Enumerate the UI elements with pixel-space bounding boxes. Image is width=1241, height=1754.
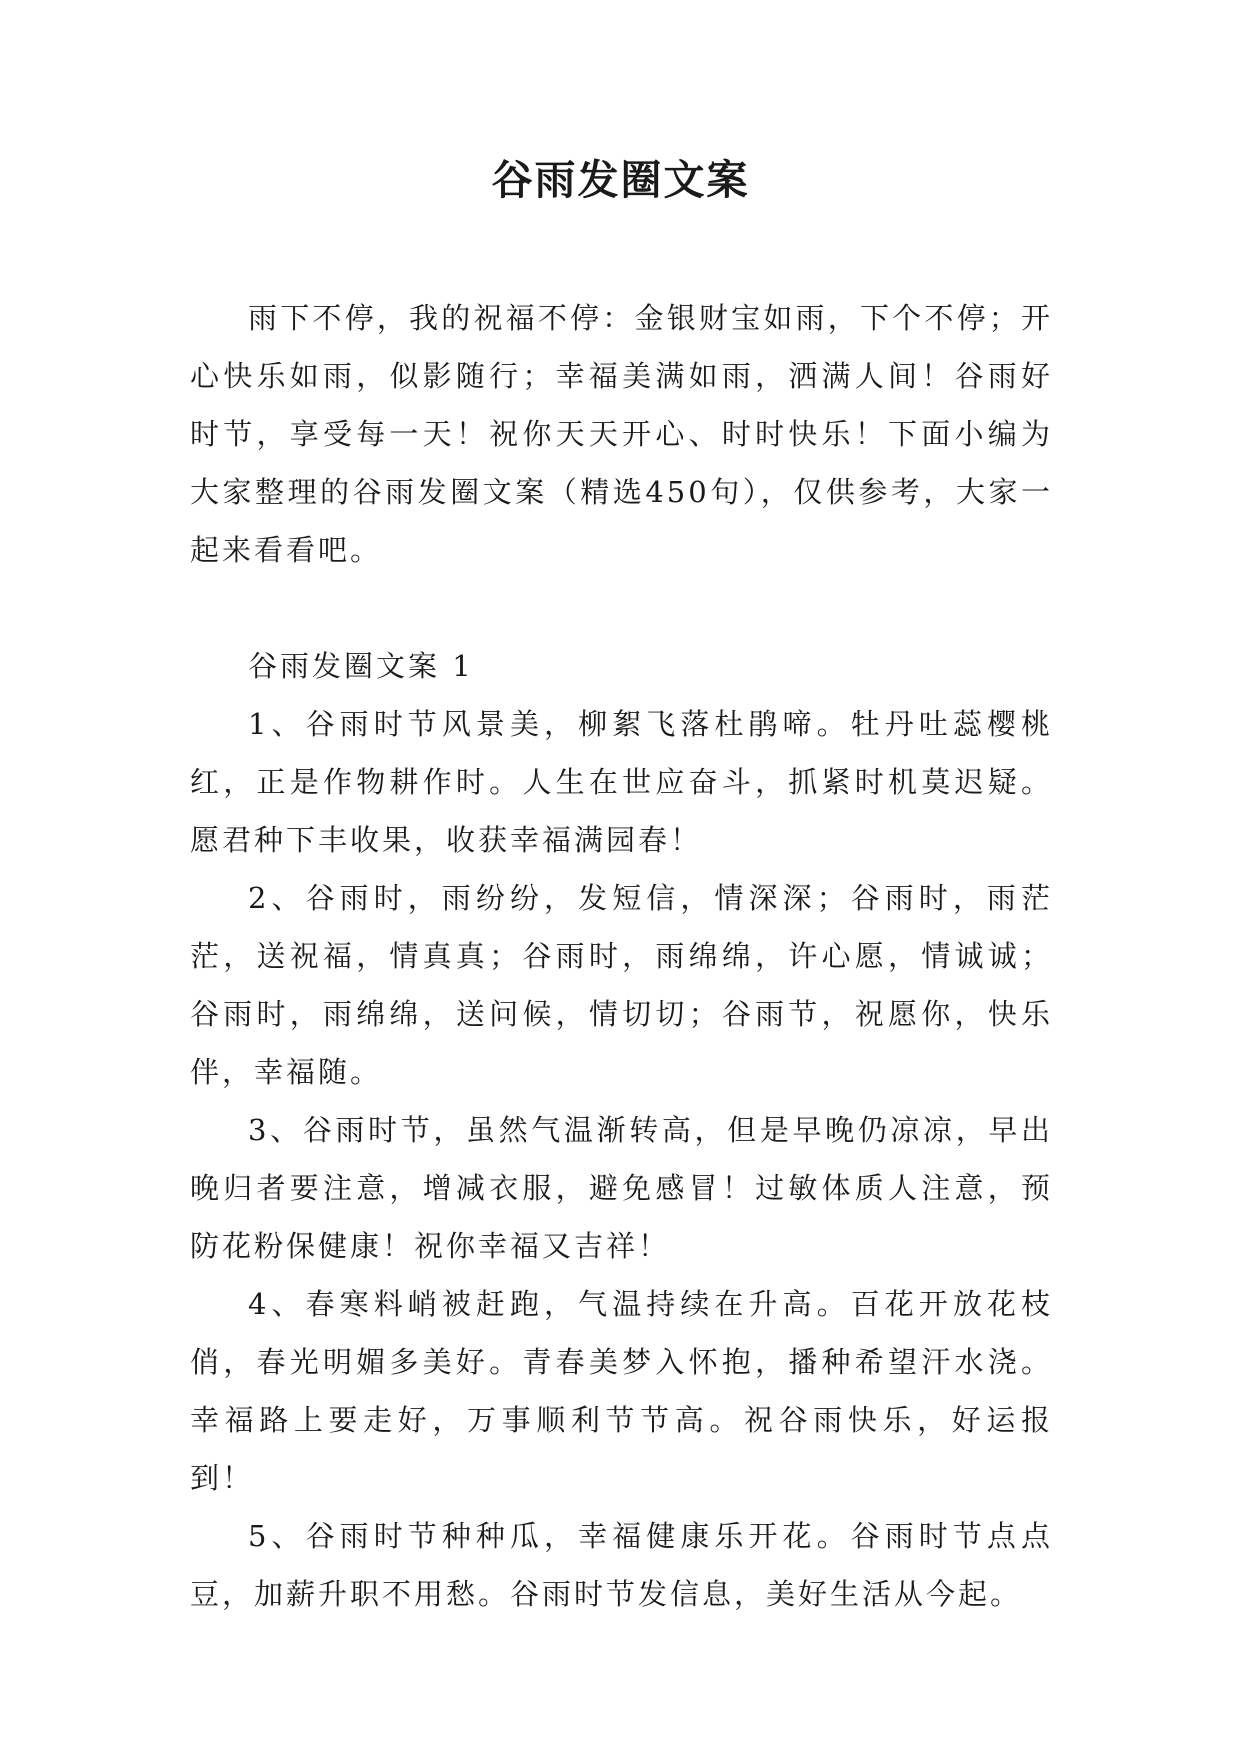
section-heading: 谷雨发圈文案 1: [248, 649, 474, 683]
document-title: 谷雨发圈文案: [491, 156, 750, 204]
list-item: 3、谷雨时节，虽然气温渐转高，但是早晚仍凉凉，早出晚归者要注意，增减衣服，避免感冒！过敏体质人注意，预防花粉保健康！祝你幸福又吉祥！: [190, 1113, 1053, 1263]
list-item: 5、谷雨时节种种瓜，幸福健康乐开花。谷雨时节点点豆，加薪升职不用愁。谷雨时节发信息，美好生活从今起。: [190, 1519, 1053, 1611]
list-item: 4、春寒料峭被赶跑，气温持续在升高。百花开放花枝俏，春光明媚多美好。青春美梦入怀抱，播种希望汗水浇。幸福路上要走好，万事顺利节节高。祝谷雨快乐，好运报到！: [190, 1287, 1053, 1495]
list-item: 1、谷雨时节风景美，柳絮飞落杜鹃啼。牡丹吐蕊樱桃红，正是作物耕作时。人生在世应奋斗，抓紧时机莫迟疑。愿君种下丰收果，收获幸福满园春！: [190, 707, 1053, 857]
document-body: [190, 289, 1053, 1623]
list-item: 2、谷雨时，雨纷纷，发短信，情深深；谷雨时，雨茫茫，送祝福，情真真；谷雨时，雨绵绵，许心愿，情诚诚；谷雨时，雨绵绵，送问候，情切切；谷雨节，祝愿你，快乐伴，幸福随。: [190, 881, 1053, 1089]
paragraph-spacer: [190, 579, 1053, 637]
intro-paragraph: 雨下不停，我的祝福不停：金银财宝如雨，下个不停；开心快乐如雨，似影随行；幸福美满如雨，洒满人间！谷雨好时节，享受每一天！祝你天天开心、时时快乐！下面小编为大家整理的谷雨发圈文案（精选450句），仅供参考，大家一起来看看吧。: [190, 301, 1053, 567]
